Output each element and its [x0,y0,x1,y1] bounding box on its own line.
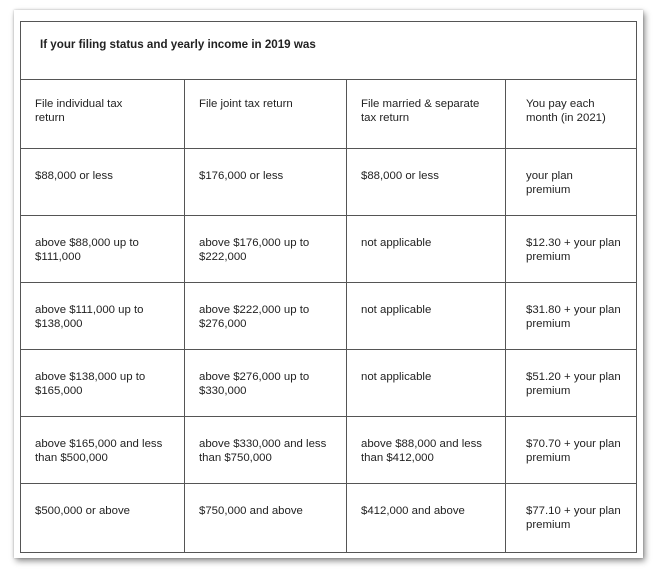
table-cell [185,283,347,350]
table-cell [506,216,637,283]
cell-joint: above $176,000 up to $222,000 [199,237,310,263]
cell-individual: above $88,000 up to $111,000 [35,237,139,263]
table-cell [347,350,506,417]
table-cell [506,149,637,216]
header-monthly-payment: You pay each month (in 2021) [526,98,606,124]
cell-monthly-payment: your plan premium [526,170,573,196]
header-cell [185,80,347,149]
table-frame [14,10,643,558]
table-caption: If your filing status and yearly income in 2019 was [40,38,316,51]
table-cell [347,216,506,283]
cell-joint: above $330,000 and less than $750,000 [199,438,327,464]
table-row [21,149,637,216]
cell-monthly-payment: $12.30 + your plan premium [526,237,621,263]
table-cell [347,484,506,553]
table-row [21,216,637,283]
cell-individual: above $165,000 and less than $500,000 [35,438,163,464]
header-joint: File joint tax return [199,98,293,110]
table-cell [185,417,347,484]
cell-married-separate: above $88,000 and less than $412,000 [361,438,482,464]
cell-individual: $500,000 or above [35,505,131,517]
cell-joint: $176,000 or less [199,170,284,182]
table-row [21,350,637,417]
table-cell [185,216,347,283]
table-cell [21,149,185,216]
table-cell [21,417,185,484]
cell-joint: above $222,000 up to $276,000 [199,304,310,330]
table-cell [347,283,506,350]
table-cell [347,417,506,484]
table-caption-cell [21,22,637,80]
table-cell [21,484,185,553]
table-cell [506,484,637,553]
cell-individual: $88,000 or less [35,170,113,182]
cell-married-separate: $412,000 and above [361,505,465,517]
table-cell [185,350,347,417]
header-cell [506,80,637,149]
cell-monthly-payment: $31.80 + your plan premium [526,304,621,330]
table-cell [506,350,637,417]
cell-monthly-payment: $70.70 + your plan premium [526,438,621,464]
table-cell [506,417,637,484]
cell-married-separate: not applicable [361,237,432,249]
premium-table [20,21,637,553]
header-married-separate: File married & separate tax return [361,98,480,124]
table-cell [21,283,185,350]
cell-joint: $750,000 and above [199,505,303,517]
table-row [21,417,637,484]
header-individual: File individual tax return [35,98,123,124]
cell-monthly-payment: $51.20 + your plan premium [526,371,621,397]
header-row [21,80,637,149]
header-cell [21,80,185,149]
cell-married-separate: $88,000 or less [361,170,439,182]
table-cell [185,149,347,216]
cell-married-separate: not applicable [361,371,432,383]
table-row [21,283,637,350]
table-cell [506,283,637,350]
table-cell [347,149,506,216]
cell-married-separate: not applicable [361,304,432,316]
cell-individual: above $138,000 up to $165,000 [35,371,146,397]
table-cell [185,484,347,553]
cell-individual: above $111,000 up to $138,000 [35,304,144,330]
table-row [21,484,637,553]
table-cell [21,350,185,417]
table-cell [21,216,185,283]
cell-joint: above $276,000 up to $330,000 [199,371,310,397]
caption-row [21,22,637,80]
header-cell [347,80,506,149]
cell-monthly-payment: $77.10 + your plan premium [526,505,621,531]
